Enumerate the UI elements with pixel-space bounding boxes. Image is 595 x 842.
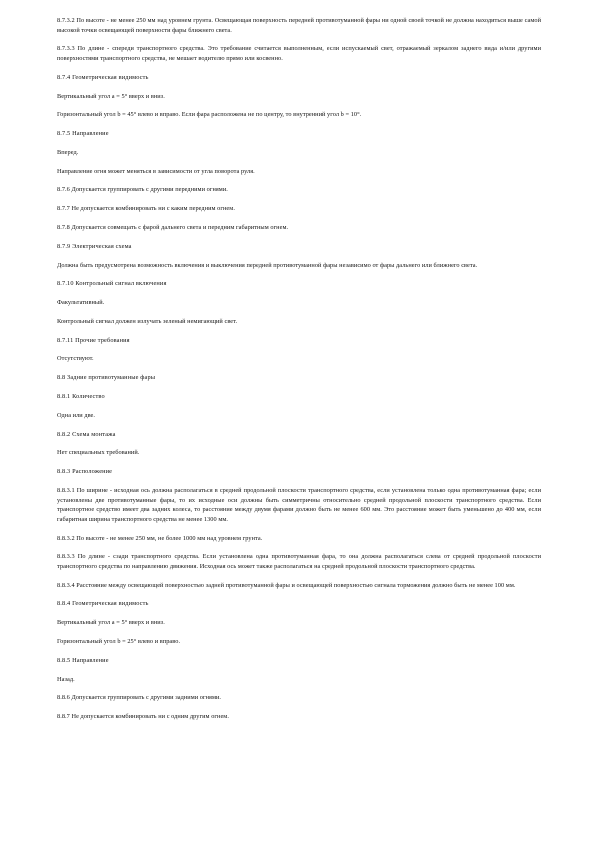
paragraph: Отсутствуют. bbox=[57, 355, 94, 363]
paragraph: Назад. bbox=[57, 675, 75, 683]
paragraph: Факультативный. bbox=[57, 299, 105, 307]
paragraph: 8.7.8 Допускается совмещать с фарой дальнего света и передним габаритным огнем. bbox=[57, 224, 289, 231]
section-heading: 8.7.4 Геометрическая видимость bbox=[57, 73, 149, 81]
paragraph: Направление огня может меняться в зависимости от угла поворота руля. bbox=[57, 167, 255, 175]
paragraph: 8.8.3.1 По ширине - исходная ось должна располагаться в средней продольной плоскости транспортного средства, если установлена только одна противотуманная фара; если установлены две противотуманные фары, то их исходные оси должны быть симметричны относительно средней продольной плоскости транспортного средства. Если транспортное средство имеет два задних колеса, то расстояние между двумя фарами должно быть не менее 600 мм. Это расстояние может быть уменьшено до 400 мм, если габаритная ширина транспортного средства не менее 1300 мм. bbox=[57, 486, 541, 523]
document-page bbox=[57, 16, 541, 731]
paragraph: 8.8.3.3 По длине - сзади транспортного средства. Если установлена одна противотуманная фара, то она должна располагаться слева от средней продольной плоскости транспортного средства по направлению движения. Исходная ось может также располагаться на средней продольной плоскости транспортного средства. bbox=[57, 553, 541, 570]
paragraph: 8.8.3.4 Расстояние между освещающей поверхностью задней противотуманной фары и освещающей поверхностью сигнала торможения должно быть не менее 100 мм. bbox=[57, 581, 516, 589]
section-heading: 8.8 Задние противотуманные фары bbox=[57, 374, 156, 382]
paragraph: Вперед. bbox=[57, 148, 79, 156]
section-heading: 8.7.5 Направление bbox=[57, 130, 109, 138]
section-heading: 8.7.11 Прочие требования bbox=[57, 336, 130, 344]
paragraph: 8.7.3.3 По длине - спереди транспортного средства. Это требование считается выполненным, если испускаемый свет, отражаемый зеркалом заднего вида и/или другими поверхностями транспортного средства, не мешает водителю прямо или косвенно. bbox=[57, 45, 541, 62]
paragraph: 8.8.3.2 По высоте - не менее 250 мм, не более 1000 мм над уровнем грунта. bbox=[57, 534, 263, 542]
section-heading: 8.8.2 Схема монтажа bbox=[57, 430, 116, 438]
paragraph: Вертикальный угол a = 5° вверх и вниз. bbox=[57, 92, 165, 100]
paragraph: 8.7.6 Допускается группировать с другими передними огнями. bbox=[57, 186, 228, 194]
section-heading: 8.8.1 Количество bbox=[57, 393, 105, 401]
paragraph: Контрольный сигнал должен излучать зеленый немигающий свет. bbox=[57, 317, 238, 325]
section-heading: 8.7.9 Электрическая схема bbox=[57, 242, 132, 250]
paragraph: Горизонтальный угол b = 45° влево и вправо. Если фара расположена не по центру, то внутренний угол b = 10°. bbox=[57, 111, 362, 119]
section-heading: 8.7.10 Контрольный сигнал включения bbox=[57, 280, 167, 288]
paragraph: Вертикальный угол a = 5° вверх и вниз. bbox=[57, 619, 165, 627]
paragraph: Одна или две. bbox=[57, 411, 96, 419]
paragraph: Нет специальных требований. bbox=[57, 449, 140, 457]
section-heading: 8.8.3 Расположение bbox=[57, 468, 113, 476]
section-heading: 8.8.4 Геометрическая видимость bbox=[57, 600, 149, 608]
paragraph: 8.7.3.2 По высоте - не менее 250 мм над уровнем грунта. Освещающая поверхность передней противотуманной фары ни одной своей точкой не должна находиться выше самой высокой точки освещающей поверхности фары ближнего света. bbox=[57, 17, 541, 34]
paragraph: 8.8.6 Допускается группировать с другими задними огнями. bbox=[57, 694, 222, 702]
paragraph: 8.7.7 Не допускается комбинировать ни с каким передним огнем. bbox=[57, 205, 235, 213]
paragraph: 8.8.7 Не допускается комбинировать ни с одним другим огнем. bbox=[57, 713, 229, 721]
paragraph: Должна быть предусмотрена возможность включения и выключения передней противотуманной фары независимо от фары дальнего или ближнего света. bbox=[57, 261, 478, 269]
paragraph: Горизонтальный угол b = 25° влево и вправо. bbox=[57, 638, 181, 645]
section-heading: 8.8.5 Направление bbox=[57, 656, 109, 664]
